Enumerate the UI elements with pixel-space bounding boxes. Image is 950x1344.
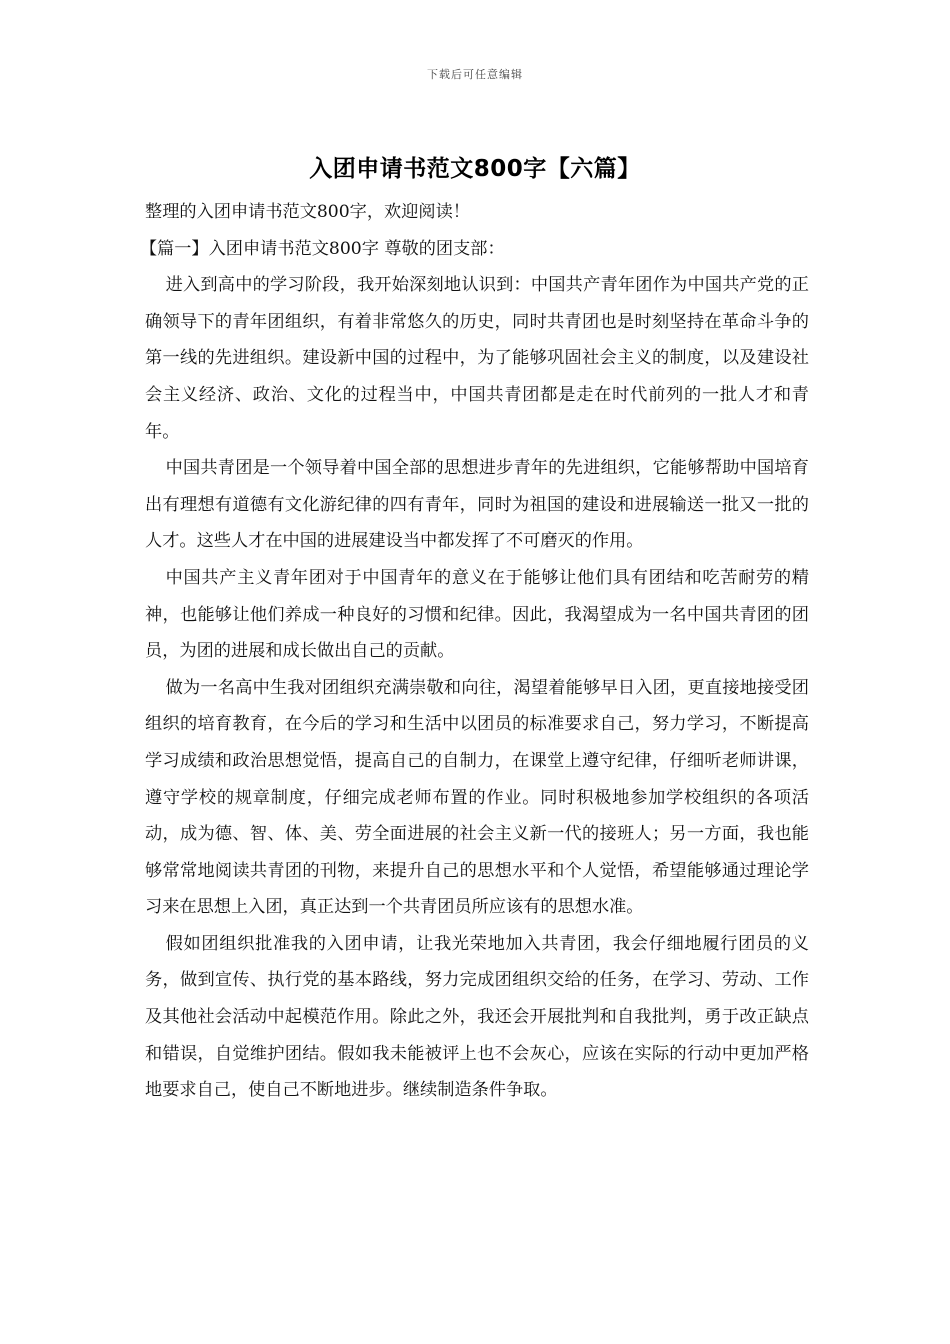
paragraph-1: 进入到高中的学习阶段，我开始深刻地认识到：中国共产青年团作为中国共产党的正确领导下的青年团组织，有着非常悠久的历史，同时共青团也是时刻坚持在革命斗争的第一线的先进组织。建设新中国的过程中，为了能够巩固社会主义的制度，以及建设社会主义经济、政治、文化的过程当中，中国共青团都是走在时代前列的一批人才和青年。 (145, 275, 809, 442)
document-body (139, 194, 809, 1109)
paragraph-3: 中国共产主义青年团对于中国青年的意义在于能够让他们具有团结和吃苦耐劳的精神，也能够让他们养成一种良好的习惯和纪律。因此，我渴望成为一名中国共青团的团员，为团的进展和成长做出自己的贡献。 (145, 567, 809, 662)
header-note: 下载后可任意编辑 (427, 68, 523, 81)
intro-line: 整理的入团申请书范文800字，欢迎阅读！ (145, 202, 470, 222)
section-heading: 【篇一】入团申请书范文800字 尊敬的团支部： (139, 238, 505, 259)
paragraph-5: 假如团组织批准我的入团申请，让我光荣地加入共青团，我会仔细地履行团员的义务，做到宣传、执行党的基本路线，努力完成团组织交给的任务，在学习、劳动、工作及其他社会活动中起模范作用。除此之外，我还会开展批判和自我批判，勇于改正缺点和错误，自觉维护团结。假如我未能被评上也不会灰心，应该在实际的行动中更加严格地要求自己，使自己不断地进步。继续制造条件争取。 (145, 933, 809, 1101)
paragraph-4: 做为一名高中生我对团组织充满崇敬和向往，渴望着能够早日入团，更直接地接受团组织的培育教育，在今后的学习和生活中以团员的标准要求自己，努力学习，不断提高学习成绩和政治思想觉悟，提高自己的自制力，在课堂上遵守纪律，仔细听老师讲课，遵守学校的规章制度，仔细完成老师布置的作业。同时积极地参加学校组织的各项活动，成为德、智、体、美、劳全面进展的社会主义新一代的接班人；另一方面，我也能够常常地阅读共青团的刊物，来提升自己的思想水平和个人觉悟，希望能够通过理论学习来在思想上入团，真正达到一个共青团员所应该有的思想水准。 (145, 677, 809, 918)
document-title: 入团申请书范文800字【六篇】 (309, 156, 641, 182)
paragraph-2: 中国共青团是一个领导着中国全部的思想进步青年的先进组织，它能够帮助中国培育出有理想有道德有文化游纪律的四有青年，同时为祖国的建设和进展输送一批又一批的人才。这些人才在中国的进展建设当中都发挥了不可磨灭的作用。 (145, 458, 809, 552)
